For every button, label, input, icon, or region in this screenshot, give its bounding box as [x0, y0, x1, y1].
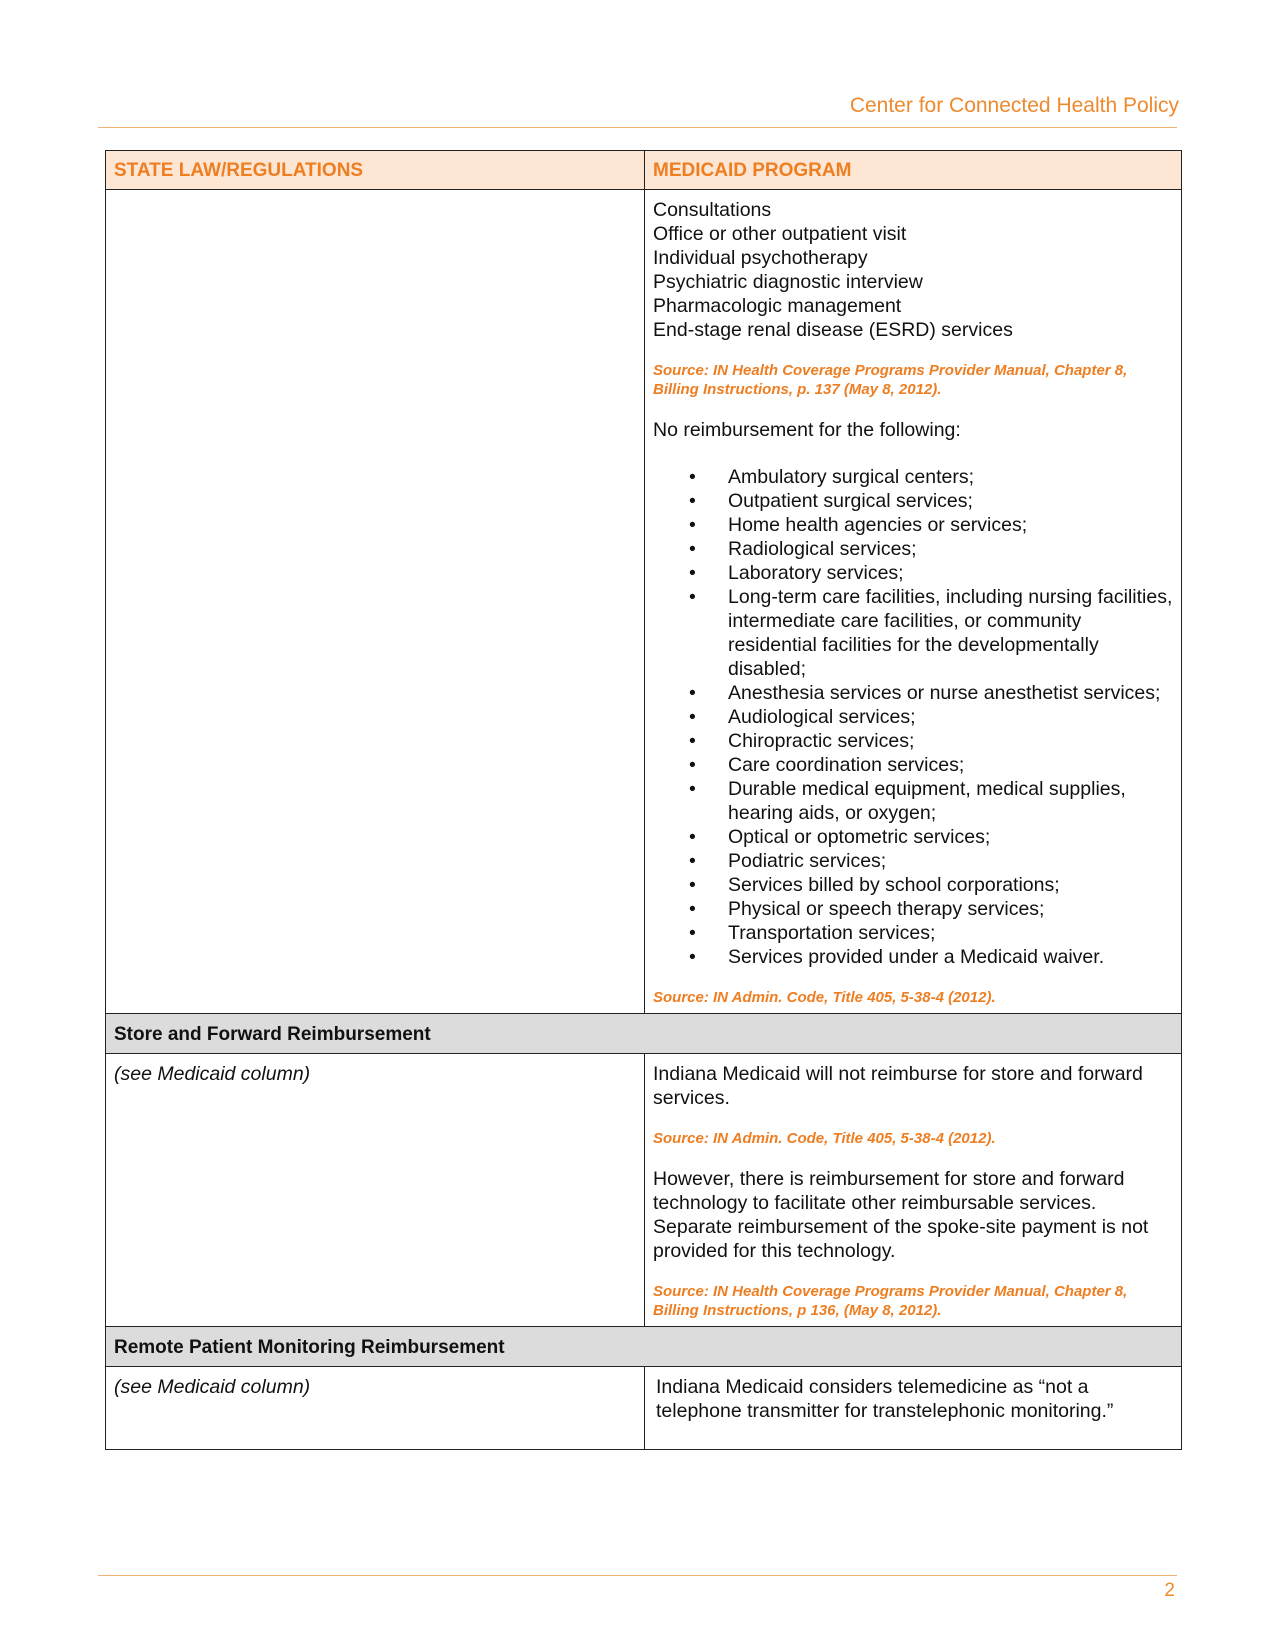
column-header-state-law: STATE LAW/REGULATIONS: [114, 160, 364, 181]
table-header-row: [106, 151, 1182, 190]
bullet-icon: •: [689, 898, 696, 920]
no-reimbursement-intro: No reimbursement for the following:: [653, 419, 961, 441]
state-law-cell: [106, 1054, 645, 1327]
bullet-icon: •: [689, 850, 696, 872]
bullet-icon: •: [689, 682, 696, 704]
section-cell: [106, 1327, 1182, 1367]
list-item: • Laboratory services;: [689, 562, 904, 584]
list-item: • Home health agencies or services;: [689, 514, 1028, 536]
bullet-icon: •: [689, 754, 696, 776]
list-item: • Services billed by school corporations;: [689, 874, 1060, 896]
list-item: • Physical or speech therapy services;: [689, 898, 1045, 920]
service-item: Individual psychotherapy: [653, 247, 868, 269]
medicaid-content: [645, 190, 1181, 1013]
list-item: • Care coordination services;: [689, 754, 965, 776]
table-row: [106, 1367, 1182, 1450]
service-item: Office or other outpatient visit: [653, 223, 907, 245]
list-item: • Outpatient surgical services;: [689, 490, 973, 512]
source-citation: Source: IN Health Coverage Programs Provider Manual, Chapter 8, Billing Instructions, p 136, (May 8, 2012).: [653, 1283, 1128, 1319]
list-item: • Transportation services;: [689, 922, 936, 944]
section-row-store-forward: [106, 1014, 1182, 1054]
section-row-remote-monitoring: [106, 1327, 1182, 1367]
medicaid-cell: [645, 1367, 1182, 1450]
list-item: • Services provided under a Medicaid waiver.: [689, 946, 1105, 968]
bullet-icon: •: [689, 466, 696, 488]
policy-table: [105, 150, 1182, 1450]
bullet-icon: •: [689, 490, 696, 512]
header-organization: Center for Connected Health Policy: [849, 94, 1179, 117]
list-item: • Optical or optometric services;: [689, 826, 991, 848]
bullet-icon: •: [689, 706, 696, 728]
table-row: [106, 1054, 1182, 1327]
service-item: Pharmacologic management: [653, 295, 902, 317]
column-header-medicaid: MEDICAID PROGRAM: [653, 160, 852, 181]
state-law-cell: [106, 1367, 645, 1450]
state-law-text: (see Medicaid column): [114, 1376, 311, 1398]
section-title-remote-monitoring: Remote Patient Monitoring Reimbursement: [114, 1337, 505, 1358]
bullet-icon: •: [689, 538, 696, 560]
source-citation: Source: IN Admin. Code, Title 405, 5-38-4 (2012).: [653, 1130, 996, 1147]
list-item: • Durable medical equipment, medical supplies, hearing aids, or oxygen;: [689, 778, 1126, 824]
state-law-cell: [106, 190, 645, 1014]
section-cell: [106, 1014, 1182, 1054]
list-item: • Ambulatory surgical centers;: [689, 466, 975, 488]
list-item: • Radiological services;: [689, 538, 917, 560]
page-number: 2: [1164, 1580, 1175, 1601]
bullet-icon: •: [689, 586, 696, 608]
bullet-icon: •: [689, 778, 696, 800]
bullet-icon: •: [689, 826, 696, 848]
paragraph: However, there is reimbursement for store and forward technology to facilitate other reimbursable services. Separate reimbursement of the spoke-site payment is not provided for this technology.: [653, 1168, 1149, 1262]
section-title-store-forward: Store and Forward Reimbursement: [114, 1024, 431, 1045]
bullet-icon: •: [689, 922, 696, 944]
source-citation: Source: IN Health Coverage Programs Provider Manual, Chapter 8, Billing Instructions, p. 137 (May 8, 2012).: [653, 362, 1128, 398]
footer-divider: [98, 1575, 1177, 1576]
state-law-text: (see Medicaid column): [114, 1063, 311, 1085]
list-item: • Anesthesia services or nurse anesthetist services;: [689, 682, 1161, 704]
service-item: Psychiatric diagnostic interview: [653, 271, 923, 293]
header-cell-state-law: [106, 151, 645, 190]
source-citation: Source: IN Admin. Code, Title 405, 5-38-4 (2012).: [653, 989, 996, 1006]
list-item: • Audiological services;: [689, 706, 916, 728]
medicaid-cell: [645, 190, 1182, 1014]
list-item: • Chiropractic services;: [689, 730, 915, 752]
bullet-icon: •: [689, 946, 696, 968]
medicaid-cell: [645, 1054, 1182, 1327]
bullet-icon: •: [689, 730, 696, 752]
paragraph: Indiana Medicaid will not reimburse for store and forward services.: [653, 1063, 1143, 1109]
header-divider: [98, 127, 1177, 128]
list-item: • Long-term care facilities, including nursing facilities, intermediate care facilities, or community residential facilities for the developmentally disabled;: [689, 586, 1173, 680]
service-item: End-stage renal disease (ESRD) services: [653, 319, 1013, 341]
medicaid-content: [645, 1054, 1181, 1326]
state-law-text: [106, 190, 644, 204]
service-item: Consultations: [653, 199, 772, 221]
medicaid-content: Indiana Medicaid considers telemedicine as “not a telephone transmitter for transtelephonic monitoring.”: [656, 1376, 1114, 1422]
no-reimbursement-list: [653, 465, 1173, 969]
bullet-icon: •: [689, 562, 696, 584]
table-row: [106, 190, 1182, 1014]
bullet-icon: •: [689, 514, 696, 536]
header-cell-medicaid: [645, 151, 1182, 190]
bullet-icon: •: [689, 874, 696, 896]
list-item: • Podiatric services;: [689, 850, 887, 872]
